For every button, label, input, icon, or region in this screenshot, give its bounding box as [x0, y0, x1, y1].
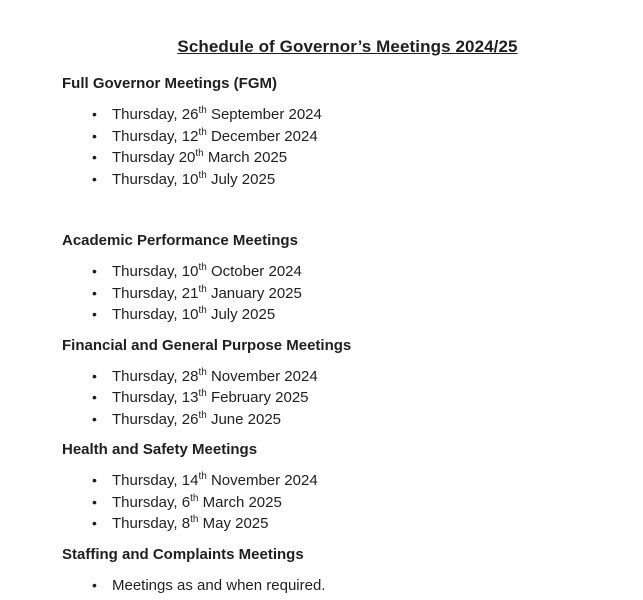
bullet-icon: • — [92, 493, 97, 510]
list-item — [62, 169, 603, 191]
meeting-date: Thursday, 26th September 2024 — [112, 105, 322, 123]
section-financial-general-purpose-meetings — [62, 336, 603, 431]
list-item — [62, 283, 603, 305]
meeting-date: Thursday, 6th March 2025 — [112, 492, 282, 511]
list-item — [62, 261, 603, 283]
section-heading: Academic Performance Meetings — [62, 232, 298, 249]
meeting-date: Thursday, 21th January 2025 — [112, 283, 302, 302]
bullet-icon: • — [92, 367, 97, 384]
bullet-icon: • — [92, 515, 97, 531]
meeting-date: Thursday, 28th November 2024 — [112, 366, 318, 385]
bullet-icon: • — [92, 410, 97, 427]
bullet-icon: • — [92, 170, 97, 187]
list-item — [62, 492, 603, 514]
meeting-date: Thursday, 10th October 2024 — [112, 262, 302, 280]
bullet-icon: • — [92, 576, 97, 593]
bullet-icon: • — [92, 127, 97, 144]
bullet-icon: • — [92, 149, 97, 165]
meeting-note: Meetings as and when required. — [112, 576, 326, 594]
list-item — [62, 513, 603, 535]
list-item — [62, 366, 603, 388]
list-item — [62, 409, 603, 431]
section-academic-performance-meetings — [62, 231, 603, 326]
bullet-icon: • — [92, 263, 97, 279]
bullet-icon: • — [92, 472, 97, 488]
section-heading: Staffing and Complaints Meetings — [62, 545, 304, 563]
meeting-date: Thursday, 8th May 2025 — [112, 514, 269, 532]
bullet-icon: • — [92, 306, 97, 322]
section-health-safety-meetings — [62, 440, 603, 535]
section-heading: Financial and General Purpose Meetings — [62, 336, 352, 354]
list-item — [62, 470, 603, 492]
meeting-date-list — [62, 261, 603, 326]
meeting-date: Thursday 20th March 2025 — [112, 148, 288, 166]
meeting-date-list — [62, 366, 603, 431]
list-item — [62, 304, 603, 326]
meeting-date-list — [62, 470, 603, 535]
meeting-date: Thursday, 26th June 2025 — [112, 409, 282, 428]
bullet-icon: • — [92, 389, 97, 405]
list-item — [62, 387, 603, 409]
bullet-icon: • — [92, 106, 97, 122]
list-item — [62, 104, 603, 126]
list-item — [62, 575, 603, 597]
meeting-date: Thursday, 10th July 2025 — [112, 169, 276, 188]
meeting-date: Thursday, 12th December 2024 — [112, 126, 318, 145]
meeting-date-list — [62, 104, 603, 190]
meeting-date: Thursday, 10th July 2025 — [112, 305, 276, 323]
bullet-icon: • — [92, 284, 97, 301]
section-heading: Full Governor Meetings (FGM) — [62, 75, 278, 92]
meeting-date: Thursday, 14th November 2024 — [112, 471, 318, 489]
page-title: Schedule of Governor’s Meetings 2024/25 — [177, 37, 518, 56]
section-heading: Health and Safety Meetings — [62, 441, 258, 458]
meeting-date: Thursday, 13th February 2025 — [112, 388, 309, 406]
list-item — [62, 147, 603, 169]
list-item — [62, 126, 603, 148]
meeting-date-list — [62, 575, 603, 597]
section-full-governor-meetings — [62, 74, 603, 190]
section-staffing-complaints-meetings — [62, 545, 603, 597]
